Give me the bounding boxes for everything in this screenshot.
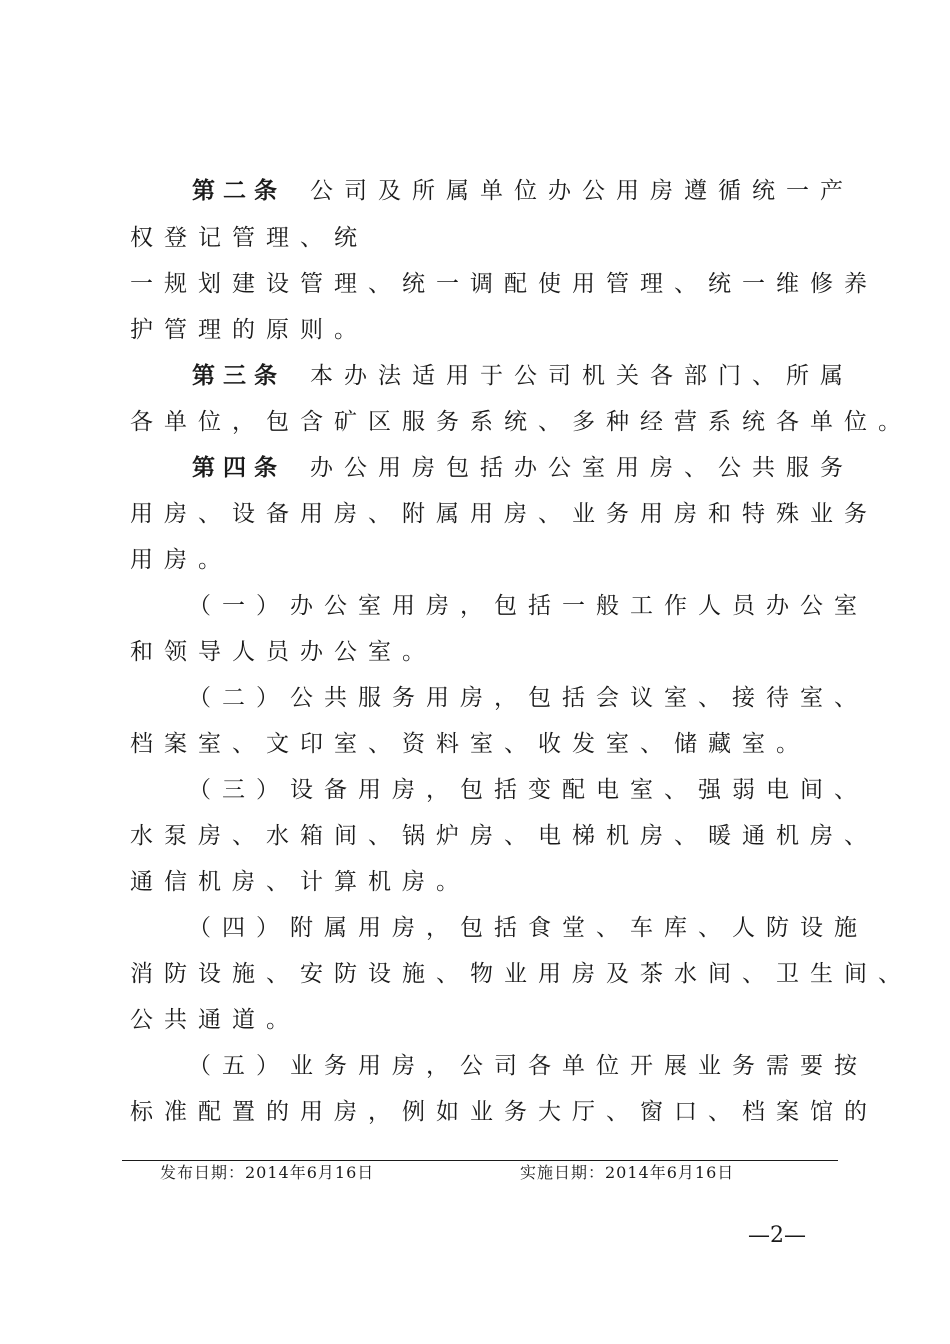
item4-line3	[0, 1000, 950, 1040]
article2-line4	[0, 310, 950, 350]
article4-line3	[0, 540, 950, 580]
page-number: —2—	[748, 1223, 806, 1248]
article4-text-3: 用房。	[130, 547, 232, 573]
item5-line2	[0, 1092, 950, 1132]
article4-line1	[0, 448, 950, 488]
article2-text-4: 护管理的原则。	[130, 317, 368, 343]
item3-line3	[0, 862, 950, 902]
item2-text-2: 档案室、文印室、资料室、收发室、储藏室。	[130, 731, 810, 757]
item1-text-2: 和领导人员办公室。	[130, 639, 436, 665]
item2-line1	[0, 678, 950, 718]
item2-line2	[0, 724, 950, 764]
article2-text-2: 权登记管理、统	[130, 225, 368, 251]
article3-text-2: 各单位，包含矿区服务系统、多种经营系统各单位。	[130, 409, 912, 435]
article3-heading: 第三条	[192, 362, 285, 389]
item4-line2	[0, 954, 950, 994]
article3-line1	[0, 356, 950, 396]
item1-text-1: （一）办公室用房，包括一般工作人员办公室	[188, 593, 868, 619]
item4-text-2: 消防设施、安防设施、物业用房及茶水间、卫生间、	[130, 961, 912, 987]
item3-line2	[0, 816, 950, 856]
article3-text-1: 本办法适用于公司机关各部门、所属	[310, 363, 854, 389]
article2-text-1: 公司及所属单位办公用房遵循统一产	[310, 178, 854, 204]
item3-text-2: 水泵房、水箱间、锅炉房、电梯机房、暖通机房、	[130, 823, 878, 849]
item5-text-1: （五）业务用房，公司各单位开展业务需要按	[188, 1053, 868, 1079]
item4-text-3: 公共通道。	[130, 1007, 300, 1033]
article2-line3	[0, 264, 950, 304]
item4-line1	[0, 908, 950, 948]
article2-line2	[0, 218, 950, 258]
article4-text-1: 办公用房包括办公室用房、公共服务	[310, 455, 854, 481]
article2-heading: 第二条	[192, 177, 285, 204]
item3-line1	[0, 770, 950, 810]
article4-heading: 第四条	[192, 454, 285, 481]
item3-text-1: （三）设备用房，包括变配电室、强弱电间、	[188, 777, 868, 803]
publish-date: 发布日期：2014年6月16日	[160, 1163, 375, 1182]
item3-text-3: 通信机房、计算机房。	[130, 869, 470, 895]
article2-text-3: 一规划建设管理、统一调配使用管理、统一维修养	[130, 271, 878, 297]
item5-text-2: 标准配置的用房，例如业务大厅、窗口、档案馆的	[130, 1099, 878, 1125]
item5-line1	[0, 1046, 950, 1086]
article3-line2	[0, 402, 950, 442]
article4-text-2: 用房、设备用房、附属用房、业务用房和特殊业务	[130, 501, 878, 527]
article2-line1	[0, 171, 950, 211]
item4-text-1: （四）附属用房，包括食堂、车库、人防设施	[188, 915, 868, 941]
item2-text-1: （二）公共服务用房，包括会议室、接待室、	[188, 685, 868, 711]
effective-date: 实施日期：2014年6月16日	[520, 1163, 735, 1182]
article4-line2	[0, 494, 950, 534]
item1-line2	[0, 632, 950, 672]
item1-line1	[0, 586, 950, 626]
